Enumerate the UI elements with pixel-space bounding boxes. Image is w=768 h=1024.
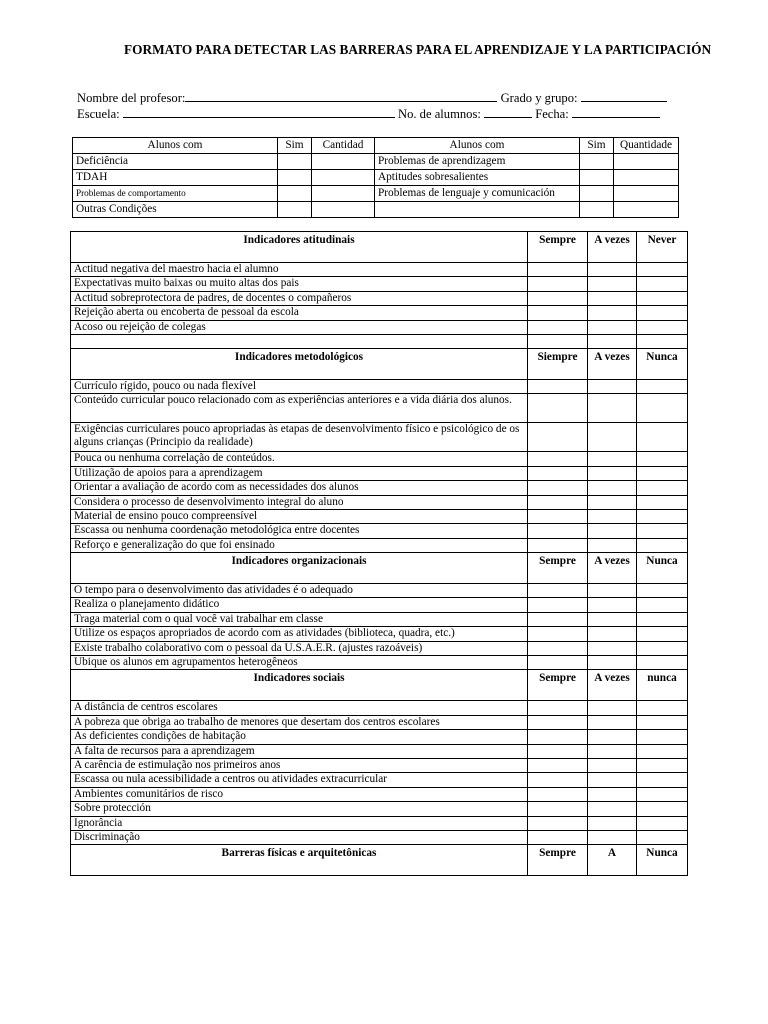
teacher-name-field[interactable]	[185, 90, 497, 102]
indicator-row	[71, 612, 688, 626]
always-cell[interactable]	[528, 612, 588, 626]
never-cell[interactable]	[637, 787, 688, 801]
indicator-row	[71, 291, 688, 305]
empty-cell	[588, 334, 637, 348]
form-title: FORMATO PARA DETECTAR LAS BARRERAS PARA EL APRENDIZAJE Y LA PARTICIPACIÓN	[124, 42, 712, 57]
indicator-label: Discriminação	[71, 830, 528, 844]
indicator-label: Existe trabalho colaborativo com o pessoal da U.S.A.E.R. (ajustes razoáveis)	[71, 641, 528, 655]
summary-left-label: TDAH	[73, 170, 278, 186]
indicator-label: Rejeição aberta ou encoberta de pessoal da escola	[71, 306, 528, 320]
always-cell[interactable]	[528, 452, 588, 466]
never-cell[interactable]	[637, 598, 688, 612]
never-cell[interactable]	[637, 277, 688, 291]
indicator-row	[71, 584, 688, 598]
always-cell[interactable]	[528, 423, 588, 452]
indicator-row	[71, 263, 688, 277]
summary-col-yes-left: Sim	[278, 138, 312, 154]
always-cell[interactable]	[528, 481, 588, 495]
sometimes-cell[interactable]	[588, 701, 637, 715]
section-column-header: Nunca	[637, 348, 688, 379]
sometimes-cell[interactable]	[588, 524, 637, 538]
never-cell[interactable]	[637, 701, 688, 715]
section-column-header: A vezes	[588, 670, 637, 701]
empty-cell	[528, 334, 588, 348]
indicator-label: Realiza o planejamento didático	[71, 598, 528, 612]
summary-row	[73, 186, 679, 202]
always-cell[interactable]	[528, 744, 588, 758]
spacer-row	[71, 334, 688, 348]
sometimes-cell[interactable]	[588, 773, 637, 787]
sometimes-cell[interactable]	[588, 584, 637, 598]
summary-quantity-cell[interactable]	[312, 154, 375, 170]
summary-yes-cell[interactable]	[278, 202, 312, 218]
indicator-row	[71, 277, 688, 291]
summary-col-quantity-left: Cantidad	[312, 138, 375, 154]
section-column-header: A vezes	[588, 348, 637, 379]
never-cell[interactable]	[637, 816, 688, 830]
indicator-label: Utilização de apoios para a aprendizagem	[71, 466, 528, 480]
summary-left-label: Problemas de comportamento	[73, 186, 278, 202]
date-field[interactable]	[572, 106, 660, 118]
never-cell[interactable]	[637, 584, 688, 598]
indicator-label: Currículo rígido, pouco ou nada flexível	[71, 379, 528, 393]
summary-yes-cell[interactable]	[580, 154, 614, 170]
never-cell[interactable]	[637, 830, 688, 844]
empty-cell	[637, 334, 688, 348]
summary-left-label: Outras Condições	[73, 202, 278, 218]
always-cell[interactable]	[528, 509, 588, 523]
sometimes-cell[interactable]	[588, 758, 637, 772]
summary-quantity-cell[interactable]	[614, 154, 679, 170]
never-cell[interactable]	[637, 423, 688, 452]
indicator-label: Actitud negativa del maestro hacia el alumno	[71, 263, 528, 277]
section-header-row	[71, 670, 688, 701]
indicator-row	[71, 509, 688, 523]
never-cell[interactable]	[637, 263, 688, 277]
teacher-name-label: Nombre del profesor:	[77, 91, 186, 105]
indicators-table	[70, 231, 688, 876]
sometimes-cell[interactable]	[588, 715, 637, 729]
section-column-header: Sempre	[528, 553, 588, 584]
indicator-label: Acoso ou rejeição de colegas	[71, 320, 528, 334]
indicator-label: Material de ensino pouco compreensível	[71, 509, 528, 523]
summary-quantity-cell[interactable]	[614, 186, 679, 202]
sometimes-cell[interactable]	[588, 466, 637, 480]
never-cell[interactable]	[637, 394, 688, 423]
never-cell[interactable]	[637, 466, 688, 480]
students-count-field[interactable]	[484, 106, 532, 118]
indicator-label: A carência de estimulação nos primeiros anos	[71, 758, 528, 772]
sometimes-cell[interactable]	[588, 730, 637, 744]
always-cell[interactable]	[528, 758, 588, 772]
always-cell[interactable]	[528, 627, 588, 641]
section-header-row	[71, 348, 688, 379]
sometimes-cell[interactable]	[588, 744, 637, 758]
indicator-label: Escassa ou nula acessibilidade a centros ou atividades extracurricular	[71, 773, 528, 787]
students-summary-table	[72, 137, 679, 218]
sometimes-cell[interactable]	[588, 787, 637, 801]
indicator-row	[71, 466, 688, 480]
section-column-header: Sempre	[528, 845, 588, 876]
indicator-row	[71, 452, 688, 466]
indicator-label: Escassa ou nenhuma coordenação metodológica entre docentes	[71, 524, 528, 538]
section-column-header: Sempre	[528, 232, 588, 263]
section-title: Indicadores atitudinais	[71, 232, 528, 263]
always-cell[interactable]	[528, 701, 588, 715]
always-cell[interactable]	[528, 656, 588, 670]
section-column-header: Nunca	[637, 553, 688, 584]
summary-col-quantity-right: Quantidade	[614, 138, 679, 154]
sometimes-cell[interactable]	[588, 394, 637, 423]
indicator-label: A falta de recursos para a aprendizagem	[71, 744, 528, 758]
indicator-row	[71, 787, 688, 801]
summary-right-label: Problemas de lenguaje y comunicación	[375, 186, 580, 202]
always-cell[interactable]	[528, 277, 588, 291]
summary-yes-cell[interactable]	[278, 154, 312, 170]
always-cell[interactable]	[528, 584, 588, 598]
never-cell[interactable]	[637, 291, 688, 305]
indicator-label: Conteúdo curricular pouco relacionado com as experiências anteriores e a vida diária dos alunos.	[71, 394, 528, 423]
always-cell[interactable]	[528, 641, 588, 655]
always-cell[interactable]	[528, 730, 588, 744]
section-column-header: A vezes	[588, 232, 637, 263]
summary-right-label: Problemas de aprendizagem	[375, 154, 580, 170]
indicator-row	[71, 802, 688, 816]
indicator-row	[71, 320, 688, 334]
indicator-label: Expectativas muito baixas ou muito altas dos pais	[71, 277, 528, 291]
section-header-row	[71, 232, 688, 263]
section-column-header: Siempre	[528, 348, 588, 379]
always-cell[interactable]	[528, 787, 588, 801]
never-cell[interactable]	[637, 452, 688, 466]
never-cell[interactable]	[637, 538, 688, 552]
summary-col-yes-right: Sim	[580, 138, 614, 154]
summary-yes-cell[interactable]	[278, 170, 312, 186]
summary-left-label: Deficiência	[73, 154, 278, 170]
indicator-row	[71, 306, 688, 320]
section-column-header: Never	[637, 232, 688, 263]
summary-quantity-cell[interactable]	[614, 170, 679, 186]
sometimes-cell[interactable]	[588, 495, 637, 509]
indicator-label: Sobre protección	[71, 802, 528, 816]
always-cell[interactable]	[528, 306, 588, 320]
sometimes-cell[interactable]	[588, 641, 637, 655]
summary-col-students-left: Alunos com	[73, 138, 278, 154]
students-count-label: No. de alumnos:	[397, 107, 481, 121]
indicator-label: Ubique os alunos em agrupamentos heterogêneos	[71, 656, 528, 670]
never-cell[interactable]	[637, 730, 688, 744]
indicator-label: Ambientes comunitários de risco	[71, 787, 528, 801]
summary-yes-cell[interactable]	[580, 170, 614, 186]
indicator-row	[71, 830, 688, 844]
indicator-label: Considera o processo de desenvolvimento integral do aluno	[71, 495, 528, 509]
always-cell[interactable]	[528, 263, 588, 277]
indicator-row	[71, 379, 688, 393]
indicator-row	[71, 816, 688, 830]
section-column-header: nunca	[637, 670, 688, 701]
always-cell[interactable]	[528, 466, 588, 480]
section-column-header: Nunca	[637, 845, 688, 876]
sometimes-cell[interactable]	[588, 538, 637, 552]
section-title: Indicadores organizacionais	[71, 553, 528, 584]
school-field[interactable]	[123, 106, 395, 118]
sometimes-cell[interactable]	[588, 816, 637, 830]
sometimes-cell[interactable]	[588, 612, 637, 626]
never-cell[interactable]	[637, 495, 688, 509]
grade-group-field[interactable]	[581, 90, 667, 102]
always-cell[interactable]	[528, 773, 588, 787]
indicator-label: O tempo para o desenvolvimento das atividades é o adequado	[71, 584, 528, 598]
never-cell[interactable]	[637, 656, 688, 670]
section-column-header: A vezes	[588, 553, 637, 584]
indicator-row	[71, 656, 688, 670]
sometimes-cell[interactable]	[588, 423, 637, 452]
summary-row	[73, 154, 679, 170]
indicator-row	[71, 730, 688, 744]
indicator-row	[71, 758, 688, 772]
indicator-row	[71, 641, 688, 655]
always-cell[interactable]	[528, 524, 588, 538]
indicator-row	[71, 773, 688, 787]
never-cell[interactable]	[637, 509, 688, 523]
summary-header-row	[73, 138, 679, 154]
summary-row	[73, 170, 679, 186]
sometimes-cell[interactable]	[588, 481, 637, 495]
section-header-row	[71, 553, 688, 584]
indicator-label: Orientar a avaliação de acordo com as necessidades dos alunos	[71, 481, 528, 495]
summary-yes-cell[interactable]	[580, 202, 614, 218]
summary-right-label	[375, 202, 580, 218]
sometimes-cell[interactable]	[588, 509, 637, 523]
indicator-row	[71, 495, 688, 509]
section-title: Barreras físicas e arquitetônicas	[71, 845, 528, 876]
indicator-label: A pobreza que obriga ao trabalho de menores que desertam dos centros escolares	[71, 715, 528, 729]
always-cell[interactable]	[528, 379, 588, 393]
indicator-label: Pouca ou nenhuma correlação de conteúdos.	[71, 452, 528, 466]
never-cell[interactable]	[637, 627, 688, 641]
never-cell[interactable]	[637, 379, 688, 393]
indicator-row	[71, 598, 688, 612]
sometimes-cell[interactable]	[588, 306, 637, 320]
summary-row	[73, 202, 679, 218]
indicator-label: Actitud sobreprotectora de padres, de docentes o compañeros	[71, 291, 528, 305]
sometimes-cell[interactable]	[588, 291, 637, 305]
section-column-header: Sempre	[528, 670, 588, 701]
always-cell[interactable]	[528, 495, 588, 509]
summary-yes-cell[interactable]	[278, 186, 312, 202]
summary-quantity-cell[interactable]	[312, 202, 375, 218]
indicator-row	[71, 538, 688, 552]
never-cell[interactable]	[637, 306, 688, 320]
always-cell[interactable]	[528, 320, 588, 334]
indicator-label: A distância de centros escolares	[71, 701, 528, 715]
sometimes-cell[interactable]	[588, 277, 637, 291]
section-title: Indicadores sociais	[71, 670, 528, 701]
indicator-label: Traga material com o qual você vai trabalhar em classe	[71, 612, 528, 626]
sometimes-cell[interactable]	[588, 263, 637, 277]
sometimes-cell[interactable]	[588, 830, 637, 844]
summary-col-students-right: Alunos com	[375, 138, 580, 154]
indicator-label: Exigências curriculares pouco apropriadas às etapas de desenvolvimento físico e psicológico de os alguns crianças (Principio da realidade)	[71, 423, 528, 452]
sometimes-cell[interactable]	[588, 802, 637, 816]
sometimes-cell[interactable]	[588, 379, 637, 393]
always-cell[interactable]	[528, 394, 588, 423]
always-cell[interactable]	[528, 598, 588, 612]
indicator-row	[71, 744, 688, 758]
sometimes-cell[interactable]	[588, 320, 637, 334]
section-column-header: A	[588, 845, 637, 876]
section-header-row	[71, 845, 688, 876]
grade-group-label: Grado y grupo:	[500, 91, 578, 105]
indicator-label: Ignorância	[71, 816, 528, 830]
sometimes-cell[interactable]	[588, 452, 637, 466]
indicator-label: Utilize os espaços apropriados de acordo com as atividades (biblioteca, quadra, etc.)	[71, 627, 528, 641]
teacher-info-line	[77, 90, 667, 106]
school-info-line	[77, 106, 660, 122]
section-title: Indicadores metodológicos	[71, 348, 528, 379]
always-cell[interactable]	[528, 291, 588, 305]
indicator-label: As deficientes condições de habitação	[71, 730, 528, 744]
summary-yes-cell[interactable]	[580, 186, 614, 202]
never-cell[interactable]	[637, 744, 688, 758]
never-cell[interactable]	[637, 641, 688, 655]
summary-quantity-cell[interactable]	[614, 202, 679, 218]
never-cell[interactable]	[637, 773, 688, 787]
sometimes-cell[interactable]	[588, 627, 637, 641]
summary-quantity-cell[interactable]	[312, 186, 375, 202]
never-cell[interactable]	[637, 320, 688, 334]
always-cell[interactable]	[528, 715, 588, 729]
never-cell[interactable]	[637, 715, 688, 729]
never-cell[interactable]	[637, 612, 688, 626]
indicator-row	[71, 715, 688, 729]
never-cell[interactable]	[637, 524, 688, 538]
indicator-row	[71, 481, 688, 495]
indicator-row	[71, 394, 688, 423]
indicator-row	[71, 423, 688, 452]
indicator-row	[71, 701, 688, 715]
indicator-row	[71, 524, 688, 538]
sometimes-cell[interactable]	[588, 598, 637, 612]
never-cell[interactable]	[637, 802, 688, 816]
indicator-row	[71, 627, 688, 641]
always-cell[interactable]	[528, 538, 588, 552]
date-label: Fecha:	[535, 107, 569, 121]
never-cell[interactable]	[637, 758, 688, 772]
never-cell[interactable]	[637, 481, 688, 495]
always-cell[interactable]	[528, 830, 588, 844]
always-cell[interactable]	[528, 816, 588, 830]
always-cell[interactable]	[528, 802, 588, 816]
summary-right-label: Aptitudes sobresalientes	[375, 170, 580, 186]
sometimes-cell[interactable]	[588, 656, 637, 670]
empty-cell	[71, 334, 528, 348]
summary-quantity-cell[interactable]	[312, 170, 375, 186]
indicator-label: Reforço e generalização do que foi ensinado	[71, 538, 528, 552]
school-label: Escuela:	[77, 107, 120, 121]
